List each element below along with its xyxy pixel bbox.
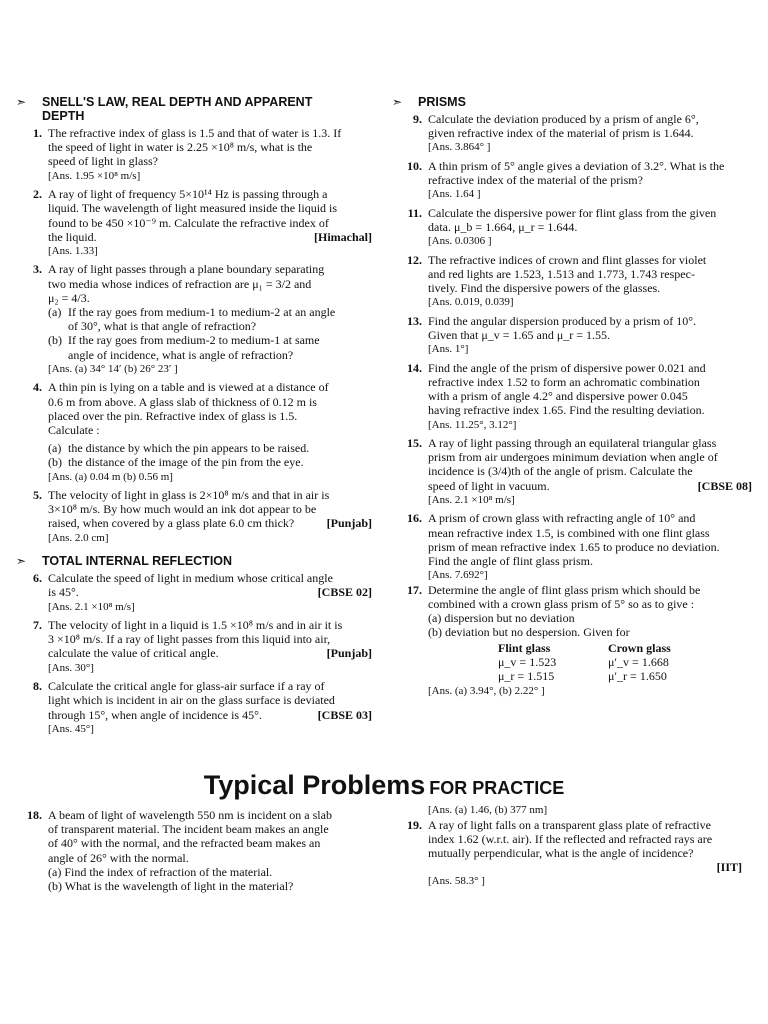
question-number: 11. [407,205,422,220]
table-cell: μ′_v = 1.668 [608,655,669,670]
question-number: 8. [33,679,42,694]
question-text: The refractive indices of crown and flint glasses for violet [428,252,707,267]
answer-text: [Ans. (a) 34° 14′ (b) 26° 23′ ] [48,362,178,375]
typical-problems-banner [0,770,768,801]
answer-text: [Ans. (a) 3.94°, (b) 2.22° ] [428,685,545,698]
answer-text: [Ans. 2.0 cm] [48,531,109,544]
question-text: the liquid. [48,229,97,244]
arrow-bullet-icon: ➣ [16,95,27,109]
sub-question: (b) What is the wavelength of light in the material? [48,879,294,894]
sub-question: (a) dispersion but no deviation [428,611,575,626]
question-text: incidence is (3/4)th of the angle of prism. Calculate the [428,464,693,479]
table-row [498,669,718,683]
source-tag: [Himachal] [314,229,372,244]
answer-text: [Ans. (a) 0.04 m (b) 0.56 m] [48,470,173,483]
question-number: 13. [407,313,422,328]
question-text: A prism of crown glass with refracting angle of 10° and [428,511,696,526]
sub-question: (b) the distance of the image of the pin from the eye. [48,455,304,470]
question-item [392,314,752,357]
section-heading-snells-law [16,95,372,123]
arrow-bullet-icon: ➣ [16,554,27,569]
question-item [16,262,372,376]
source-tag: [CBSE 08] [697,478,752,493]
question-text: mean refractive index 1.5, is combined with one flint glass [428,525,710,540]
question-text: liquid. The wavelength of light measured inside the liquid is [48,201,338,216]
banner-title: Typical Problems [203,770,426,800]
table-row [498,655,718,669]
question-item [392,361,752,432]
answer-text: [Ans. 2.1 ×10⁸ m/s] [48,600,135,613]
question-text: prism of mean refractive index 1.65 to produce no deviation. [428,539,720,554]
question-text: A thin prism of 5° angle gives a deviation of 3.2°. What is the [428,158,725,173]
question-text: refractive index of the material of the prism? [428,173,643,188]
question-text: combined with a crown glass prism of 5° so as to give : [428,596,695,611]
question-number: 12. [407,252,422,267]
table-cell: μ_v = 1.523 [498,655,557,670]
question-text: A ray of light passes through a plane boundary separating [48,262,325,277]
question-item [16,126,372,183]
practice-right-column [392,803,742,889]
question-text: found to be 450 ×10⁻⁹ m. Calculate the refractive index of [48,215,329,230]
section-heading-text: SNELL'S LAW, REAL DEPTH AND APPARENT [42,95,313,109]
answer-text: [Ans. 1.64 ] [428,188,481,201]
answer-text: [Ans. 45°] [48,722,94,735]
question-text: is 45°. [48,585,79,600]
question-text: A ray of light of frequency 5×10¹⁴ Hz is passing through a [48,187,328,202]
question-number: 6. [33,571,42,586]
answer-text: [Ans. 7.692°] [428,569,488,582]
question-item [392,206,752,249]
question-number: 2. [33,187,42,202]
answer-text: [Ans. 2.1 ×10⁸ m/s] [428,493,515,506]
question-number: 5. [33,488,42,503]
question-text: The velocity of light in glass is 2×10⁸ m/s and that in air is [48,488,330,503]
question-text: Find the angular dispersion produced by a prism of 10°. [428,313,697,328]
question-text: refractive index 1.52 to form an achromatic combination [428,374,700,389]
section-heading-text: PRISMS [418,95,466,109]
question-text: of transparent material. The incident beam makes an angle [48,822,329,837]
question-number: 15. [407,436,422,451]
question-text: speed of light in vacuum. [428,478,550,493]
question-text: The refractive index of glass is 1.5 and that of water is 1.3. If [48,126,342,140]
section-heading-text: DEPTH [42,109,85,123]
question-number: 19. [407,817,422,832]
question-text: placed over the pin. Refractive index of glass is 1.5. [48,408,298,423]
question-text: and red lights are 1.523, 1.513 and 1.773, 1.743 respec- [428,266,695,281]
section-heading-prisms [392,95,752,109]
question-text: calculate the value of critical angle. [48,646,219,661]
source-tag: [Punjab] [326,516,372,531]
question-text: A beam of light of wavelength 550 nm is incident on a slab [48,808,332,822]
source-tag: [CBSE 02] [317,585,372,600]
section-heading-text: TOTAL INTERNAL REFLECTION [42,554,233,569]
source-tag: [IIT] [716,860,742,875]
question-text: light which is incident in air on the glass surface is deviated [48,693,335,708]
question-text: mutually perpendicular, what is the angle of incidence? [428,845,694,860]
question-text: tively. Find the dispersive powers of the glasses. [428,281,661,296]
question-text: Calculate the critical angle for glass-air surface if a ray of [48,679,325,694]
question-number: 4. [33,380,42,395]
question-item [392,818,742,889]
table-header: Crown glass [608,641,671,656]
sub-question: (a) Find the index of refraction of the material. [48,864,273,879]
question-text: Find the angle of the prism of dispersive power 0.021 and [428,360,706,375]
question-item [392,436,752,507]
source-tag: [Punjab] [326,646,372,661]
question-number: 9. [413,112,422,126]
question-text: μ₂ = 4/3. [48,290,90,305]
question-item [16,488,372,545]
question-item [392,159,752,202]
refractive-index-table [498,641,718,683]
question-item [392,511,752,582]
question-text: with a prism of angle 4.2° and dispersive power 0.045 [428,389,688,404]
question-text: angle of 26° with the normal. [48,850,189,865]
question-text: Given that μ_v = 1.65 and μ_r = 1.55. [428,328,611,343]
table-cell: μ_r = 1.515 [498,669,555,684]
question-text: Calculate : [48,422,100,437]
question-number: 18. [27,808,42,822]
question-item [16,380,372,484]
question-text: A ray of light falls on a transparent glass plate of refractive [428,817,711,832]
left-column [16,93,372,736]
question-text: The velocity of light in a liquid is 1.5 ×10⁸ m/s and in air it is [48,618,343,633]
answer-text: [Ans. 0.0306 ] [428,235,492,248]
question-text: through 15°, when angle of incidence is 45°. [48,707,262,722]
question-number: 17. [407,582,422,597]
answer-text: [Ans. (a) 1.46, (b) 377 nm] [428,804,548,816]
source-tag: [CBSE 03] [317,707,372,722]
question-item [392,253,752,310]
question-item [16,808,372,893]
question-text: Determine the angle of flint glass prism which should be [428,582,701,597]
question-text: A ray of light passing through an equilateral triangular glass [428,436,717,451]
table-header-row [498,641,718,655]
question-text: 3 ×10⁸ m/s. If a ray of light passes from this liquid into air, [48,632,331,647]
question-text: 3×10⁸ m/s. By how much would an ink dot appear to be [48,502,317,517]
sub-question: (a) If the ray goes from medium-1 to medium-2 at an angle of 30°, what is that angle of refraction? [48,305,336,334]
answer-text: [Ans. 30°] [48,661,94,674]
sub-question: (b) deviation but no despersion. Given for [428,625,630,640]
answer-text: [Ans. 0.019, 0.039] [428,296,514,309]
question-text: index 1.62 (w.r.t. air). If the reflected and refracted rays are [428,831,713,846]
question-text: raised, when covered by a glass plate 6.0 cm thick? [48,516,295,531]
banner-subtitle: FOR PRACTICE [429,778,565,798]
question-item [16,618,372,675]
arrow-bullet-icon: ➣ [392,95,403,109]
sub-question: (a) the distance by which the pin appears to be raised. [48,441,310,456]
answer-text: [Ans. 3.864° ] [428,141,491,154]
question-item [16,679,372,736]
question-text: given refractive index of the material of prism is 1.644. [428,126,694,141]
question-text: Calculate the speed of light in medium whose critical angle [48,571,333,586]
question-item [392,583,752,699]
sub-question: (b) If the ray goes from medium-2 to medium-1 at same angle of incidence, what is angle of refraction? [48,333,320,362]
question-item [392,112,752,155]
question-text: two media whose indices of refraction are μ₁ = 3/2 and [48,276,312,291]
section-heading-tir [16,554,372,568]
question-number: 10. [407,158,422,173]
question-text: 0.6 m from above. A glass slab of thickness of 0.12 m is [48,394,317,409]
answer-text: [Ans. 1.95 ×10⁸ m/s] [48,169,141,182]
right-column [392,93,752,699]
question-number: 14. [407,360,422,375]
question-text: A thin pin is lying on a table and is viewed at a distance of [48,380,329,395]
practice-left-column [16,808,372,893]
question-number: 1. [33,126,42,140]
answer-text: [Ans. 11.25°, 3.12°] [428,418,517,431]
question-text: Calculate the dispersive power for flint glass from the given [428,205,717,220]
question-item [16,187,372,258]
question-text: data. μ_b = 1.664, μ_r = 1.644. [428,220,578,235]
answer-text: [Ans. 1.33] [48,244,98,257]
table-cell: μ′_r = 1.650 [608,669,667,684]
question-item [16,571,372,614]
question-text: Calculate the deviation produced by a prism of angle 6°, [428,112,699,126]
question-text: Find the angle of flint glass prism. [428,553,593,568]
question-text: the speed of light in water is 2.25 ×10⁸ m/s, what is the [48,140,313,155]
answer-text: [Ans. 58.3° ] [428,875,485,888]
table-header: Flint glass [498,641,551,656]
question-text: of 40° with the normal, and the refracted beam makes an [48,836,321,851]
question-number: 16. [407,511,422,526]
question-text: speed of light in glass? [48,154,158,169]
question-number: 7. [33,618,42,633]
answer-text: [Ans. 1°] [428,343,469,356]
question-text: prism from air undergoes minimum deviation when angle of [428,450,718,465]
question-number: 3. [33,262,42,277]
question-text: having refractive index 1.65. Find the resulting deviation. [428,403,705,418]
